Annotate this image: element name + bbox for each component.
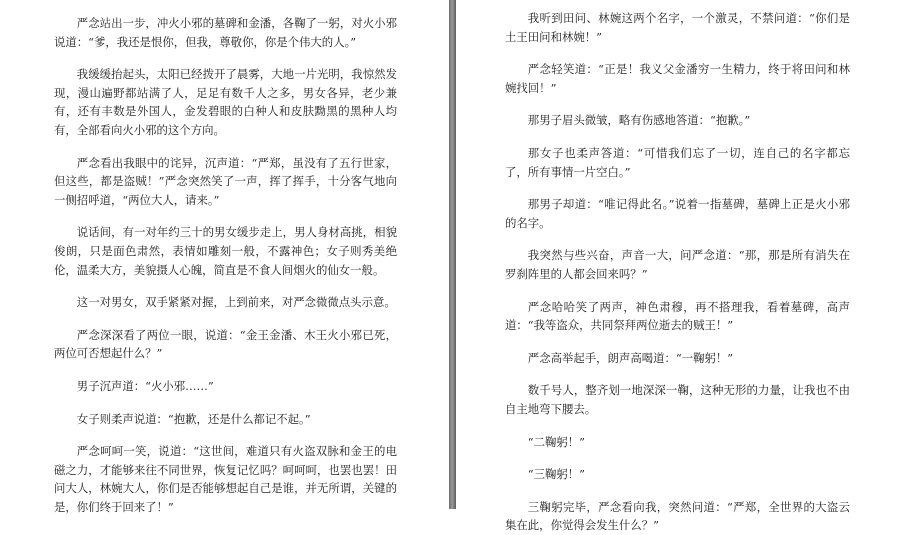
page-divider	[449, 0, 456, 509]
paragraph: 严念深深看了两位一眼，说道：“金王金潘、木王火小邪已死，两位可否想起什么？”	[54, 327, 397, 361]
paragraph: “二鞠躬！”	[527, 434, 586, 449]
paragraph: 说话间，有一对年约三十的男女缓步走上，男人身材高挑，相貌俊朗，只是面色肃然，表情如雕刻一般，不露神色；女子则秀美绝伦，温柔大方，美貌摄人心魄，简直是不食人间烟火的仙女一般。	[54, 225, 397, 277]
paragraph: 三鞠躬完毕，严念看向我，突然问道：“严郑，全世界的大盗云集在此，你觉得会发生什么？”	[505, 499, 850, 533]
paragraph: 严念站出一步，冲火小邪的墓碑和金潘，各鞠了一躬，对火小邪说道：“爹，我还是恨你，但我，尊敬你，你是个伟大的人。”	[54, 16, 397, 49]
paragraph: 严念看出我眼中的诧异，沉声道：“严郑，虽没有了五行世家，但这些，都是盗贼！”严念突然笑了一声，挥了挥手，十分客气地向一侧招呼道，“两位大人，请来。”	[54, 155, 397, 207]
paragraph: “三鞠躬！”	[527, 467, 586, 482]
paragraph: 严念轻笑道：“正是！我义父金潘穷一生精力，终于将田问和林婉找回！”	[505, 62, 850, 95]
left-page	[0, 0, 449, 514]
paragraph: 我缓缓抬起头，太阳已经拨开了晨雾，大地一片光明，我惊然发现，漫山遍野都站满了人，足足有数千人之多，男女各异，老少兼有，还有丰数是外国人，金发碧眼的白种人和皮肤黝黑的黑种人均有，全部看向火小邪的这个方向。	[54, 67, 397, 137]
paragraph: 那女子也柔声答道：“可惜我们忘了一切，连自己的名字都忘了，所有事情一片空白。”	[505, 145, 850, 179]
paragraph: 严念哈哈笑了两声，神色肃穆，再不搭理我，看着墓碑，高声道：“我等盗众，共同祭拜两位逝去的贼王！”	[505, 299, 850, 333]
paragraph: 男子沉声道：“火小邪……”	[76, 378, 214, 393]
paragraph: 女子则柔声说道：“抱歉，还是什么都记不起。”	[76, 411, 311, 426]
paragraph: 那男子眉头微皱，略有伤感地答道：“抱歉。”	[527, 113, 751, 128]
paragraph: 我听到田问、林婉这两个名字，一个激灵，不禁问道：“你们是土王田问和林婉！”	[505, 11, 850, 44]
paragraph: 严念高举起手，朗声高喝道：“一鞠躬！”	[527, 350, 734, 365]
paragraph: 这一对男女，双手紧紧对握，上到前来，对严念微微点头示意。	[76, 295, 396, 310]
paragraph: 我突然与些兴奋，声音一大，问严念道：“那，那是所有消失在罗刹阵里的人都会回来吗？”	[505, 248, 850, 281]
paragraph: 数千号人，整齐划一地深深一鞠，这种无形的力量，让我也不由自主地弯下腰去。	[505, 383, 850, 416]
right-page	[456, 0, 900, 533]
paragraph: 那男子却道：“唯记得此名。”说着一指墓碑，墓碑上正是火小邪的名字。	[505, 197, 850, 230]
paragraph: 严念呵呵一笑，说道：“这世间，难道只有火盗双脉和金王的电磁之力，才能够来往不同世界，恢复记忆吗？呵呵呵，也罢也罢！田问大人，林婉大人，你们是否能够想起自己是谁，并无所谓，关键的是，你们终于回来了！”	[54, 444, 397, 514]
